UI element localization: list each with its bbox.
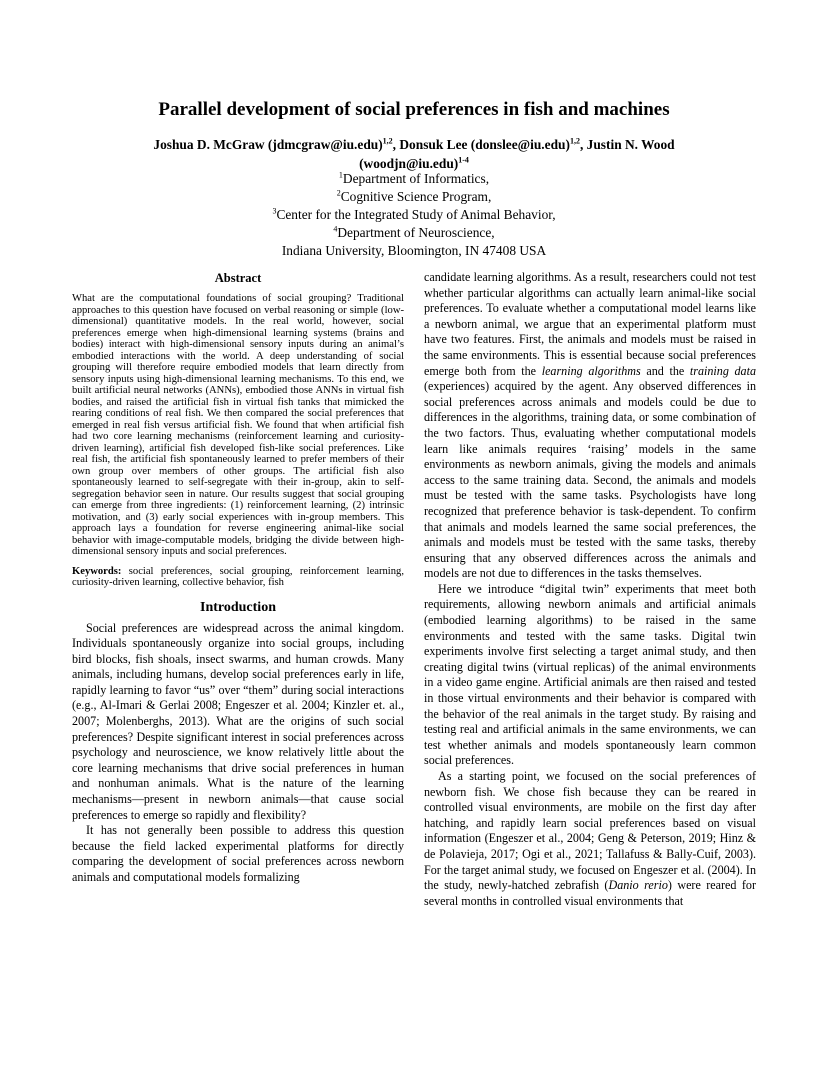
paper-title: Parallel development of social preferences in fish and machines: [158, 99, 670, 120]
affiliation-1: $^1$Department of Informatics,: [338, 170, 490, 186]
abstract-heading: Abstract: [214, 271, 262, 285]
intro-paragraph-2-continued: candidate learning algorithms. As a result, researchers could not test whether particular algorithms can actually learn animal-like social preferences. To evaluate whether a computational model learns like a newborn animal, we argue that an experimental platform must have two features. First, the animals and models must be raised in the same environments. This is essential because social preferences emerge both from the learning algorithms and the training data (experiences) acquired by the agent. Any observed differences in social preferences across animals and models could be due to differences in the algorithms, training data, or some combination of the two factors. Thus, evaluating whether computational models learn like animals requires ‘raising’ models in the same environments as newborn animals, giving the models and animals access to the same training data. Second, the animals and models must be tested with the same tasks. Psychologists have long recognized that preference behavior is task-dependent. To confirm that animals and models learned the same social preferences, the animals and models must be tested with the same tasks, thereby ensuring that any observed differences across the animals and models are not due to differences in the tasks themselves.: [424, 270, 756, 581]
author-wood-email: (woodjn@iu.edu): [359, 156, 459, 171]
keywords-text: social preferences, social grouping, reinforcement learning, curiosity-driven learning, collective behavior, fish: [72, 565, 404, 588]
affiliation-3: $^3$Center for the Integrated Study of Animal Behavior,: [272, 206, 556, 222]
introduction-heading: Introduction: [200, 599, 276, 615]
affiliations: [150, 170, 678, 260]
emphasis-danio-rerio: Danio rerio: [608, 878, 668, 893]
author-lee-affil: 1,2: [569, 136, 580, 146]
author-mcgraw-affil: 1,2: [382, 136, 393, 146]
intro-paragraph-1: Social preferences are widespread across the animal kingdom. Individuals spontaneously organize into social groups, including bird blocks, fish shoals, insect swarms, and human crowds. Many animals, including humans, develop social preferences early in life, rapidly learning to favor “us” over “them” during social interactions (e.g., Al-Imari & Gerlai 2008; Engeszer et al. 2004; Kinzler et. al., 2007; Molenberghs, 2013). What are the origins of such social preferences? Despite significant interest in social preferences across psychology and neuroscience, we know relatively little about the core learning mechanisms that drive social preferences in human and nonhuman animals. What is the nature of the learning mechanisms—present in newborn animals—that cause social preferences to emerge so rapidly and flexibility?: [72, 620, 404, 822]
author-lee: Donsuk Lee (donslee@iu.edu): [399, 137, 570, 152]
affiliation-university: Indiana University, Bloomington, IN 47408 USA: [281, 243, 547, 258]
left-column: [72, 270, 404, 886]
author-list: Joshua D. McGraw (jdmcgraw@iu.edu)$^{1,2}$, Donsuk Lee (donslee@iu.edu)$^{1,2}$, Justin N. Wood (woodjn@iu.edu)$^{1-4}$: [153, 136, 675, 171]
abstract-text: What are the computational foundations of social grouping? Traditional approaches to this question have focused on verbal reasoning or simple (low-dimensional) quantitative models. In the real world, however, social preferences emerge when high-dimensional learning systems (brains and bodies) interact with high-dimensional sensory inputs during an animal’s embodied interactions with the world. A deep understanding of social grouping will therefore require embodied models that learn directly from sensory inputs using high-dimensional learning mechanisms. To this end, we built artificial neural networks (ANNs), embodied those ANNs in virtual fish bodies, and raised the artificial fish in virtual fish tanks that mimicked the rearing conditions of real fish. We then compared the social preferences that emerged in real fish versus artificial fish. We found that when artificial fish had two core learning mechanisms (reinforcement learning and curiosity-driven learning), artificial fish developed fish-like social preferences. Like real fish, the artificial fish spontaneously learned to prefer members of their own group over members of other groups. The artificial fish also spontaneously learned to self-segregate with their in-group, akin to self-segregation behavior seen in nature. Our results suggest that social grouping can emerge from three ingredients: (1) reinforcement learning, (2) intrinsic motivation, and (3) early social experiences with in-group members. This approach lays a foundation for reverse engineering animal-like social behavior with image-computable models, bridging the divide between high-dimensional sensory inputs and social preferences.: [72, 293, 404, 557]
affiliation-4: $^4$Department of Neuroscience,: [333, 224, 495, 240]
affiliation-2: $^2$Cognitive Science Program,: [336, 188, 492, 204]
emphasis-training-data: training data: [689, 363, 756, 378]
keywords: [72, 566, 404, 589]
author-wood: Justin N. Wood: [586, 137, 675, 152]
intro-paragraph-2: It has not generally been possible to address this question because the field lacked experimental platforms for directly comparing the development of social preferences across newborn animals and computational models formalizing: [72, 823, 404, 884]
emphasis-learning-algorithms: learning algorithms: [541, 363, 641, 378]
keywords-label: Keywords:: [72, 565, 122, 577]
author-mcgraw: Joshua D. McGraw (jdmcgraw@iu.edu): [153, 137, 383, 152]
intro-paragraph-3: Here we introduce “digital twin” experiments that meet both requirements, allowing newborn animals and artificial animals (embodied learning algorithms) to be raised in the same environments and tested with the same tasks. Digital twin experiments involve first selecting a target animal study, and then creating digital twins (virtual replicas) of the animal environments in a video game engine. Artificial animals are then raised and tested in those virtual environments and their behavior is compared with the behavior of the real animals in the target study. By raising and testing real and artificial animals in the same environments, we can test whether animals and models spontaneously learn common social preferences.: [424, 581, 756, 768]
author-wood-affil: 1-4: [458, 155, 469, 165]
intro-paragraph-4: As a starting point, we focused on the social preferences of newborn fish. We chose fish because they can be reared in controlled visual environments, are mobile on the first day after hatching, and rapidly learn social preferences based on visual information (Engeszer et al., 2004; Geng & Peterson, 2019; Hinz & de Polavieja, 2017; Ogi et al., 2021; Tallafuss & Bally-Cuif, 2003). For the target animal study, we focused on Engeszer et al. (2004). In the study, newly-hatched zebrafish (Danio rerio) were reared for several months in controlled visual environments that: [424, 769, 756, 908]
right-column: [424, 270, 756, 909]
